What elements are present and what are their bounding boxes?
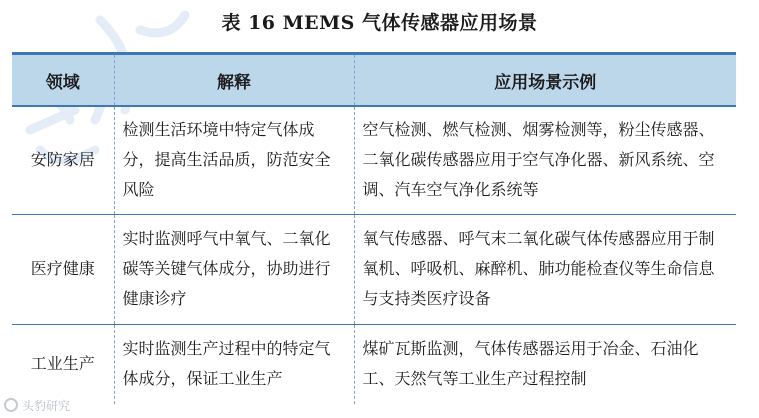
table-caption: 表 16 MEMS 气体传感器应用场景 — [221, 12, 538, 34]
row-explanation: 实时监测生产过程中的特定气体成分，保证工业生产 — [114, 324, 354, 404]
table-row — [12, 324, 736, 404]
row-explanation: 实时监测呼气中氧气、二氧化碳等关键气体成分，协助进行健康诊疗 — [114, 214, 354, 324]
row-domain: 医疗健康 — [12, 214, 114, 324]
header-row — [12, 54, 736, 107]
logo-icon — [4, 398, 18, 412]
table-row — [12, 214, 736, 324]
header-examples: 应用场景示例 — [354, 54, 736, 107]
header-explanation: 解释 — [114, 54, 354, 107]
logo-text: 头豹研究 — [22, 398, 71, 413]
table-row — [12, 106, 736, 214]
row-domain: 工业生产 — [30, 354, 95, 374]
brand-logo — [4, 396, 70, 414]
row-domain: 安防家居 — [12, 106, 114, 214]
mems-gas-sensor-table — [12, 52, 736, 404]
header-domain: 领域 — [12, 54, 114, 107]
row-examples: 氧气传感器、呼气末二氧化碳气体传感器应用于制氧机、呼吸机、麻醉机、肺功能检查仪等生命信息与支持类医疗设备 — [354, 214, 736, 324]
row-examples: 煤矿瓦斯监测，气体传感器运用于冶金、石油化工、天然气等工业生产过程控制 — [354, 324, 736, 404]
row-explanation: 检测生活环境中特定气体成分，提高生活品质，防范安全风险 — [114, 106, 354, 214]
row-examples: 空气检测、燃气检测、烟雾检测等，粉尘传感器、二氧化碳传感器应用于空气净化器、新风系统、空调、汽车空气净化系统等 — [354, 106, 736, 214]
